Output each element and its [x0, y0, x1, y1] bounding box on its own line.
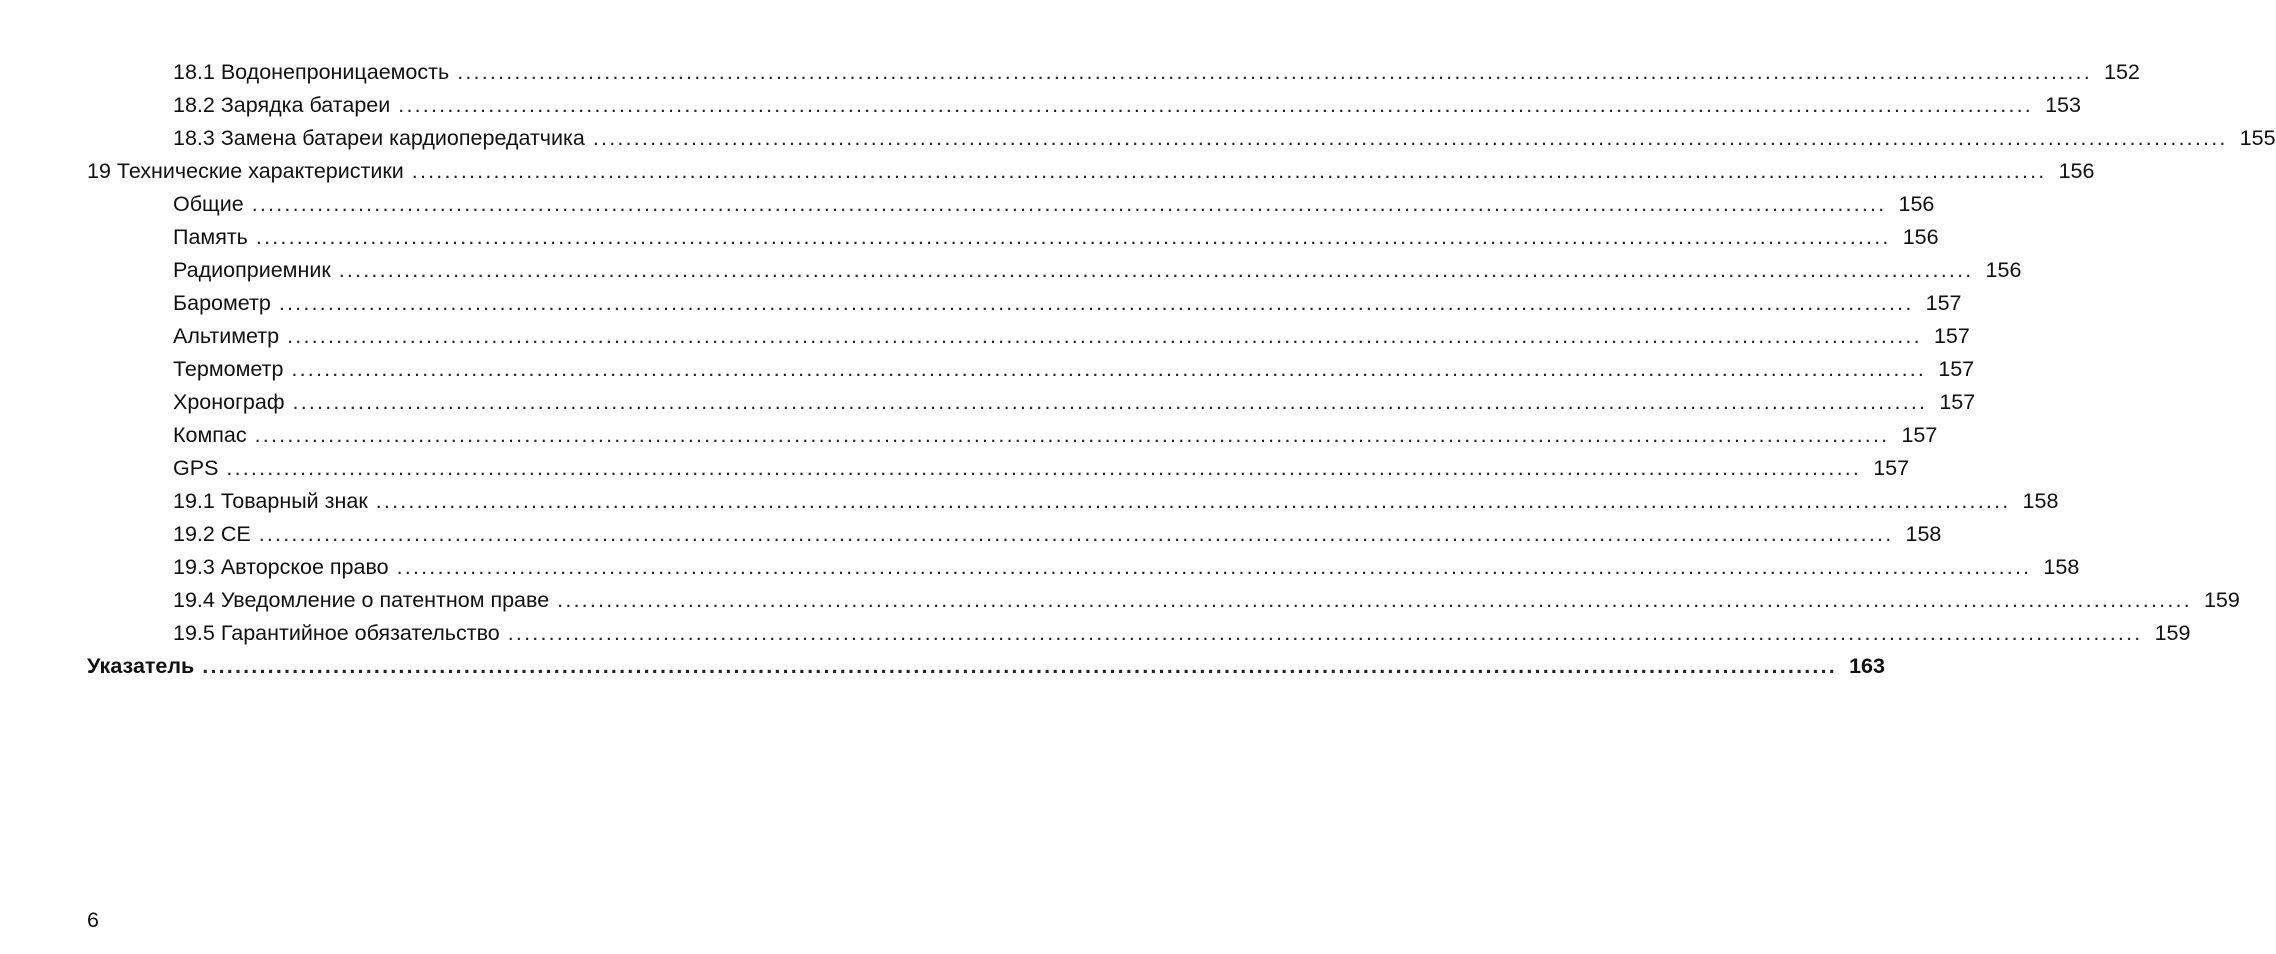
- toc-entry-title: Компас: [173, 423, 247, 447]
- toc-entry-title: Радиоприемник: [173, 258, 331, 282]
- toc-entry[interactable]: [87, 254, 2022, 287]
- toc-entry-page: 159: [2203, 588, 2240, 612]
- toc-entry-title: Альтиметр: [173, 324, 280, 348]
- toc-entry-title: 19.3 Авторское право: [173, 555, 389, 579]
- toc-entry-title: 18.1 Водонепроницаемость: [173, 60, 450, 84]
- toc-entry-title: Термометр: [173, 357, 284, 381]
- toc-leader-dots: ........................................................................................................................................................................................................: [291, 357, 1927, 381]
- toc-entry-page: 156: [1898, 192, 1935, 216]
- toc-leader-dots: ........................................................................................................................................................................................................: [396, 555, 2032, 579]
- toc-entry-page: 155: [2239, 126, 2276, 150]
- toc-entry-page: 152: [2104, 60, 2140, 84]
- toc-entry-page: 153: [2045, 93, 2081, 117]
- toc-entry[interactable]: [87, 485, 2059, 518]
- toc-entry[interactable]: [87, 287, 1962, 320]
- toc-entry[interactable]: [87, 617, 2191, 650]
- toc-entry-title: 19 Технические характеристики: [87, 159, 404, 183]
- toc-leader-dots: ........................................................................................................................................................................................................: [557, 588, 2192, 612]
- toc-leader-dots: ........................................................................................................................................................................................................: [411, 159, 2047, 183]
- toc-entry-page: 163: [1849, 654, 1885, 678]
- toc-entry-title: 19.4 Уведомление о патентном праве: [173, 588, 550, 612]
- toc-leader-dots: ........................................................................................................................................................................................................: [338, 258, 1974, 282]
- toc-entry-page: 157: [1939, 390, 1976, 414]
- toc-entry[interactable]: [87, 188, 1935, 221]
- toc-entry-title: 18.3 Замена батареи кардиопередатчика: [173, 126, 585, 150]
- toc-leader-dots: ........................................................................................................................................................................................................: [255, 225, 1891, 249]
- toc-entry-title: Барометр: [173, 291, 271, 315]
- toc-entry[interactable]: [87, 353, 1975, 386]
- toc-entry-title: 19.2 CE: [173, 522, 251, 546]
- toc-entry-page: 157: [1901, 423, 1938, 447]
- toc-leader-dots: ........................................................................................................................................................................................................: [292, 390, 1928, 414]
- toc-leader-dots: ........................................................................................................................................................................................................: [254, 423, 1890, 447]
- toc-entry-page: 158: [2022, 489, 2059, 513]
- toc-entry-page: 157: [1938, 357, 1975, 381]
- toc-entry[interactable]: [87, 584, 2240, 617]
- toc-leader-dots: ........................................................................................................................................................................................................: [278, 291, 1914, 315]
- toc-entry[interactable]: [87, 419, 1938, 452]
- toc-entry[interactable]: [87, 386, 1976, 419]
- toc-entry-page: 156: [1902, 225, 1939, 249]
- toc-leader-dots: ........................................................................................................................................................................................................: [592, 126, 2228, 150]
- toc-entry-title: Указатель: [87, 654, 195, 678]
- toc-entry-page: 157: [1933, 324, 1970, 348]
- toc-entry[interactable]: [87, 518, 1942, 551]
- toc-entry-title: 19.1 Товарный знак: [173, 489, 368, 513]
- toc-entry[interactable]: [87, 452, 1910, 485]
- toc-leader-dots: ........................................................................................................................................................................................................: [507, 621, 2143, 645]
- toc-entry-page: 157: [1925, 291, 1962, 315]
- toc-section-entry[interactable]: [87, 155, 2095, 188]
- toc-entry-page: 157: [1873, 456, 1910, 480]
- toc-entry-title: GPS: [173, 456, 219, 480]
- toc-leader-dots: ........................................................................................................................................................................................................: [398, 93, 2033, 117]
- toc-entry-title: 18.2 Зарядка батареи: [173, 93, 391, 117]
- toc-entry-page: 158: [1905, 522, 1942, 546]
- toc-entry-title: Общие: [173, 192, 244, 216]
- toc-leader-dots: ........................................................................................................................................................................................................: [226, 456, 1862, 480]
- toc-leader-dots: ........................................................................................................................................................................................................: [457, 60, 2092, 84]
- toc-entry-title: Хронограф: [173, 390, 285, 414]
- toc-entry-title: 19.5 Гарантийное обязательство: [173, 621, 500, 645]
- toc-leader-dots: ........................................................................................................................................................................................................: [202, 654, 1837, 678]
- toc-entry-page: 156: [2058, 159, 2095, 183]
- toc-entry[interactable]: [87, 221, 1939, 254]
- page-number: 6: [87, 908, 99, 932]
- toc-leader-dots: ........................................................................................................................................................................................................: [375, 489, 2011, 513]
- toc-entry[interactable]: [87, 551, 2080, 584]
- toc-index-entry[interactable]: [87, 650, 1885, 683]
- toc-entry-page: 156: [1985, 258, 2022, 282]
- table-of-contents: [87, 56, 2276, 683]
- toc-entry[interactable]: [87, 89, 2081, 122]
- toc-entry-title: Память: [173, 225, 248, 249]
- toc-entry[interactable]: [87, 320, 1970, 353]
- toc-entry-page: 159: [2154, 621, 2191, 645]
- toc-entry[interactable]: [87, 56, 2140, 89]
- toc-leader-dots: ........................................................................................................................................................................................................: [258, 522, 1894, 546]
- toc-leader-dots: ........................................................................................................................................................................................................: [251, 192, 1887, 216]
- toc-entry-page: 158: [2043, 555, 2080, 579]
- toc-entry[interactable]: [87, 122, 2276, 155]
- toc-leader-dots: ........................................................................................................................................................................................................: [287, 324, 1922, 348]
